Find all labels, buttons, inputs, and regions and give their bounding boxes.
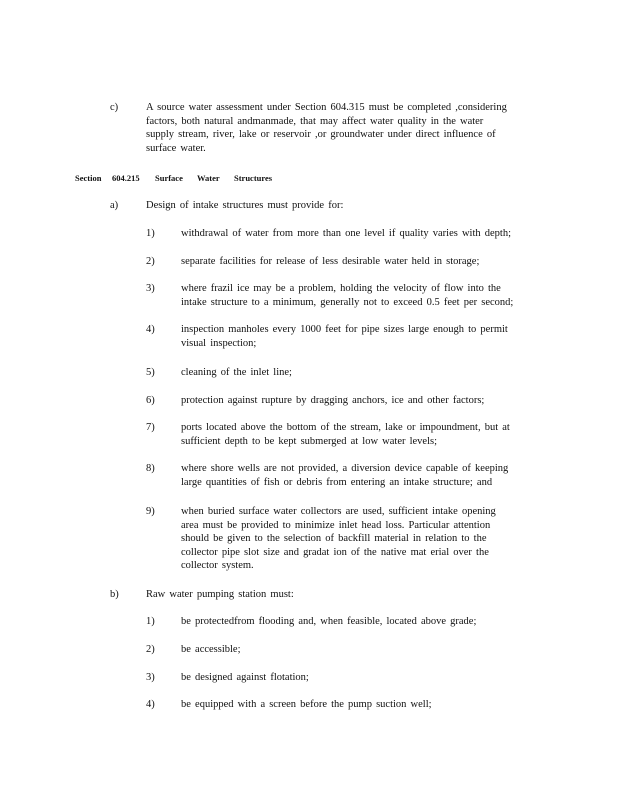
text-line: surface water.	[146, 142, 206, 154]
text-line: sufficient depth to be kept submerged at low water levels;	[181, 435, 438, 447]
text-line: be protectedfrom flooding and, when feasible, located above grade;	[181, 616, 477, 627]
text-line: supply stream, river, lake or reservoir ,or groundwater under direct influence of	[146, 129, 496, 141]
text-line: when buried surface water collectors are used, sufficient intake opening	[181, 506, 496, 517]
item-marker: 1)	[146, 228, 155, 239]
subsection-text: Design of intake structures must provide for:	[146, 200, 344, 211]
text-line: where shore wells are not provided, a diversion device capable of keeping	[181, 463, 509, 474]
text-line: collector system.	[181, 560, 254, 572]
text-line: should be given to the selection of backfill material in relation to the	[181, 533, 487, 545]
text-line: intake structure to a minimum, generally not to exceed 0.5 feet per second;	[181, 296, 514, 308]
text-line: ports located above the bottom of the stream, lake or impoundment, but at	[181, 422, 510, 433]
item-marker: 3)	[146, 283, 155, 294]
text-line: visual inspection;	[181, 337, 257, 349]
text-line: where frazil ice may be a problem, holding the velocity of flow into the	[181, 283, 501, 294]
paragraph-marker: c)	[110, 102, 119, 113]
item-marker: 2)	[146, 644, 155, 655]
text-line: protection against rupture by dragging anchors, ice and other factors;	[181, 395, 485, 406]
item-marker: 5)	[146, 367, 155, 378]
subsection-marker: b)	[110, 589, 119, 600]
item-marker: 4)	[146, 699, 155, 710]
item-marker: 2)	[146, 256, 155, 267]
text-line: be accessible;	[181, 644, 241, 655]
section-title-word: Structures	[234, 173, 273, 183]
text-line: factors, both natural andmanmade, that may affect water quality in the water	[146, 115, 484, 127]
paragraph-text	[146, 101, 507, 155]
subsection-text: Raw water pumping station must:	[146, 589, 294, 600]
text-line: cleaning of the inlet line;	[181, 367, 292, 378]
item-marker: 6)	[146, 395, 155, 406]
section-number: 604.215	[112, 173, 140, 183]
text-line: large quantities of fish or debris from entering an intake structure; and	[181, 476, 493, 488]
text-line: be equipped with a screen before the pump suction well;	[181, 699, 432, 710]
section-title-word: Surface	[155, 173, 183, 183]
text-line: inspection manholes every 1000 feet for pipe sizes large enough to permit	[181, 324, 508, 335]
text-line: A source water assessment under Section 604.315 must be completed ,considering	[146, 102, 507, 113]
text-line: separate facilities for release of less desirable water held in storage;	[181, 256, 480, 267]
item-marker: 7)	[146, 422, 155, 433]
subsection-marker: a)	[110, 200, 119, 211]
section-title-word: Water	[197, 173, 220, 183]
text-line: area must be provided to minimize inlet head loss. Particular attention	[181, 519, 491, 531]
item-marker: 1)	[146, 616, 155, 627]
item-marker: 9)	[146, 506, 155, 517]
section-label: Section	[75, 173, 102, 183]
item-marker: 3)	[146, 672, 155, 683]
text-line: collector pipe slot size and gradat ion of the native mat erial over the	[181, 546, 489, 558]
text-line: be designed against flotation;	[181, 672, 309, 683]
text-line: withdrawal of water from more than one level if quality varies with depth;	[181, 228, 511, 239]
item-marker: 8)	[146, 463, 155, 474]
item-marker: 4)	[146, 324, 155, 335]
